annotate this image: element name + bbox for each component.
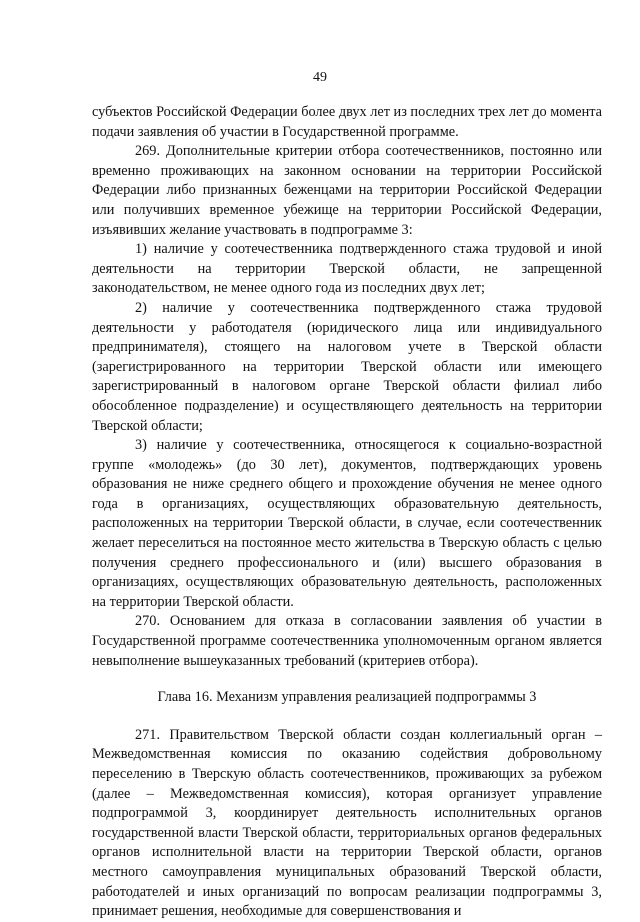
document-body <box>92 103 602 922</box>
list-item-1: 1) наличие у соотечественника подтвержденного стажа трудовой и иной деятельности на территории Тверской области, не запрещенной законодательством, не менее одного года из последних двух лет; <box>92 241 602 297</box>
paragraph-continuation: субъектов Российской Федерации более двух лет из последних трех лет до момента подачи заявления об участии в Государственной программе. <box>92 104 602 140</box>
paragraph-269: 269. Дополнительные критерии отбора соотечественников, постоянно или временно проживающих на законном основании на территории Российской Федерации либо признанных беженцами на территории Российской Федерации или получивших временное убежище на территории Российской Федерации, изъявивших желание участвовать в подпрограмме 3: <box>92 143 602 238</box>
list-item-3: 3) наличие у соотечественника, относящегося к социально-возрастной группе «молодежь» (до 30 лет), документов, подтверждающих уровень образования не ниже среднего общего и прохождение обучения не менее одного года в организациях, осуществляющих образовательную деятельность, расположенных на территории Тверской области, в случае, если соотечественник желает переселиться на постоянное место жительства в Тверскую область с целью получения среднего профессионального и (или) высшего образования в организациях, осуществляющих образовательную деятельность, расположенных на территории Тверской области. <box>92 437 602 610</box>
chapter-heading: Глава 16. Механизм управления реализацией подпрограммы 3 <box>157 689 537 706</box>
paragraph-271: 271. Правительством Тверской области создан коллегиальный орган – Межведомственная комиссия по оказанию содействия добровольному переселению в Тверскую область соотечественников, проживающих за рубежом (далее – Межведомственная комиссия), которая организует управление подпрограммой 3, координирует деятельность исполнительных органов государственной власти Тверской области, территориальных органов федеральных органов исполнительной власти на территории Тверской области, органов местного самоуправления муниципальных образований Тверской области, работодателей и иных организаций по вопросам реализации подпрограммы 3, принимает решения, необходимые для совершенствования и <box>92 726 602 920</box>
list-item-2: 2) наличие у соотечественника подтвержденного стажа трудовой деятельности у работодателя (юридического лица или индивидуального предпринимателя), стоящего на налоговом учете в Тверской области (зарегистрированного на территории Тверской области или имеющего зарегистрированный в налоговом органе Тверской области филиал либо обособленное подразделение) и осуществляющего деятельность на территории Тверской области; <box>92 299 602 434</box>
paragraph-270: 270. Основанием для отказа в согласовании заявления об участии в Государственной программе соотечественника уполномоченным органом является невыполнение вышеуказанных требований (критериев отбора). <box>92 613 602 669</box>
page-number: 49 <box>313 70 327 85</box>
